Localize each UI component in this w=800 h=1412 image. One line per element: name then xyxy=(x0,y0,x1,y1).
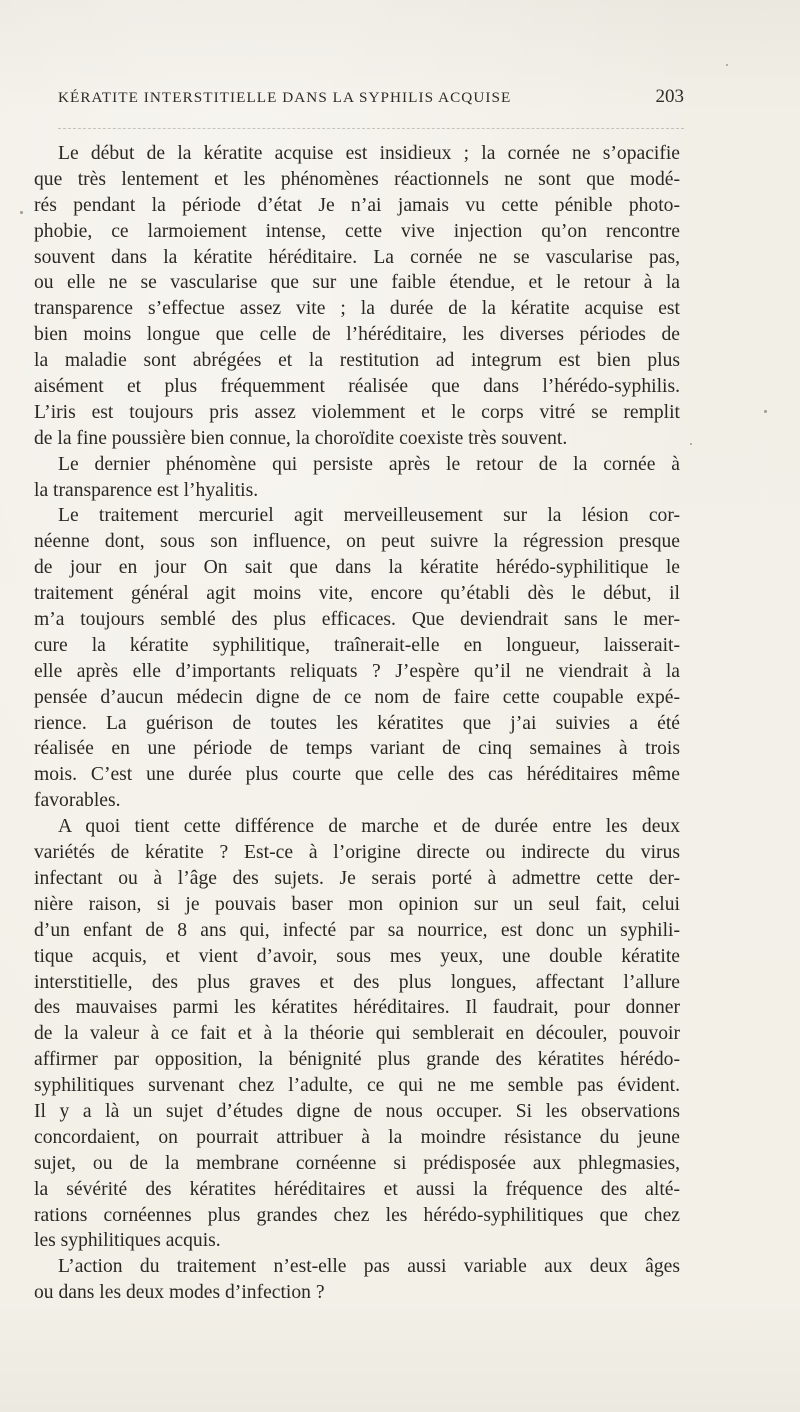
text-line: mois. C’est une durée plus courte que celle des cas héréditaires même xyxy=(34,764,680,786)
text-line: favorables. xyxy=(34,790,121,812)
running-title: KÉRATITE INTERSTITIELLE DANS LA SYPHILIS ACQUISE xyxy=(58,89,512,106)
text-line: m’a toujours semblé des plus efficaces. Que deviendrait sans le mer- xyxy=(34,609,680,631)
text-line: rience. La guérison de toutes les kératites que j’ai suivies a été xyxy=(34,712,680,734)
text-line: d’un enfant de 8 ans qui, infecté par sa nourrice, est donc un syphili- xyxy=(34,919,680,941)
text-line: rés pendant la période d’état Je n’ai jamais vu cette pénible photo- xyxy=(34,194,680,216)
text-line: concordaient, on pourrait attribuer à la moindre résistance du jeune xyxy=(34,1126,680,1148)
text-line: Le début de la kératite acquise est insidieux ; la cornée ne s’opacifie xyxy=(58,143,680,164)
scan-speck xyxy=(726,64,728,66)
text-line: bien moins longue que celle de l’héréditaire, les diverses périodes de xyxy=(34,324,680,346)
text-line: aisément et plus fréquemment réalisée que dans l’hérédo-syphilis. xyxy=(34,376,680,398)
text-line: de la fine poussière bien connue, la choroïdite coexiste très souvent. xyxy=(34,427,568,449)
text-line: que très lentement et les phénomènes réactionnels ne sont que modé- xyxy=(34,168,680,190)
text-line: ou elle ne se vascularise que sur une faible étendue, et le retour à la xyxy=(34,272,680,294)
text-line: transparence s’effectue assez vite ; la durée de la kératite acquise est xyxy=(34,298,680,320)
text-line: elle après elle d’importants reliquats ? J’espère qu’il ne viendrait à la xyxy=(34,660,680,682)
text-line: nière raison, si je pouvais baser mon opinion sur un seul fait, celui xyxy=(34,893,680,915)
text-line: ou dans les deux modes d’infection ? xyxy=(34,1282,325,1304)
text-line: pensée d’aucun médecin digne de ce nom de faire cette coupable expé- xyxy=(34,686,680,708)
paragraph xyxy=(34,141,680,452)
page-number: 203 xyxy=(655,86,684,107)
text-line: L’iris est toujours pris assez violemment et le corps vitré se remplit xyxy=(34,401,680,423)
text-line: infectant ou à l’âge des sujets. Je serais porté à admettre cette der- xyxy=(34,867,680,889)
body-text xyxy=(34,141,680,1306)
text-line: de la valeur à ce fait et à la théorie qui semblerait en découler, pouvoir xyxy=(34,1023,680,1045)
text-line: traitement général agit moins vite, encore qu’établi dès le début, il xyxy=(34,583,680,605)
text-line: des mauvaises parmi les kératites héréditaires. Il faudrait, pour donner xyxy=(34,997,680,1019)
text-line: la sévérité des kératites héréditaires et aussi la fréquence des alté- xyxy=(34,1178,680,1200)
paragraph xyxy=(34,452,680,504)
header-rule xyxy=(58,128,684,129)
paragraph xyxy=(34,503,680,814)
paragraph xyxy=(34,1254,680,1306)
text-line: syphilitiques survenant chez l’adulte, ce qui ne me semble pas évident. xyxy=(34,1075,680,1097)
paragraph xyxy=(34,814,680,1254)
text-line: rations cornéennes plus grandes chez les hérédo-syphilitiques que chez xyxy=(34,1204,680,1226)
text-line: de jour en jour On sait que dans la kératite hérédo-syphilitique le xyxy=(34,557,680,579)
text-line: Il y a là un sujet d’études digne de nous occuper. Si les observations xyxy=(34,1100,680,1122)
text-line: sujet, ou de la membrane cornéenne si prédisposée aux phlegmasies, xyxy=(34,1152,680,1174)
text-line: A quoi tient cette différence de marche et de durée entre les deux xyxy=(58,816,680,838)
text-line: affirmer par opposition, la bénignité plus grande des kératites hérédo- xyxy=(34,1049,680,1071)
scan-speck xyxy=(20,211,23,214)
text-line: réalisée en une période de temps variant de cinq semaines à trois xyxy=(34,738,680,760)
text-line: tique acquis, et vient d’avoir, sous mes yeux, une double kératite xyxy=(34,945,680,967)
text-line: Le traitement mercuriel agit merveilleusement sur la lésion cor- xyxy=(58,505,680,527)
page-header xyxy=(58,86,684,112)
text-line: variétés de kératite ? Est-ce à l’origine directe ou indirecte du virus xyxy=(34,842,680,864)
text-line: L’action du traitement n’est-elle pas aussi variable aux deux âges xyxy=(58,1256,680,1278)
scan-speck xyxy=(690,443,692,445)
text-line: cure la kératite syphilitique, traînerait-elle en longueur, laisserait- xyxy=(34,634,680,656)
text-line: la maladie sont abrégées et la restitution ad integrum est bien plus xyxy=(34,350,680,372)
text-line: la transparence est l’hyalitis. xyxy=(34,479,259,501)
text-line: néenne dont, sous son influence, on peut suivre la régression presque xyxy=(34,531,680,553)
text-line: phobie, ce larmoiement intense, cette vive injection qu’on rencontre xyxy=(34,220,680,242)
text-line: les syphilitiques acquis. xyxy=(34,1230,221,1252)
text-line: souvent dans la kératite héréditaire. La cornée ne se vascularise pas, xyxy=(34,246,680,268)
text-line: Le dernier phénomène qui persiste après le retour de la cornée à xyxy=(58,453,680,475)
text-line: interstitielle, des plus graves et des plus longues, affectant l’allure xyxy=(34,971,680,993)
scan-speck xyxy=(764,410,767,413)
